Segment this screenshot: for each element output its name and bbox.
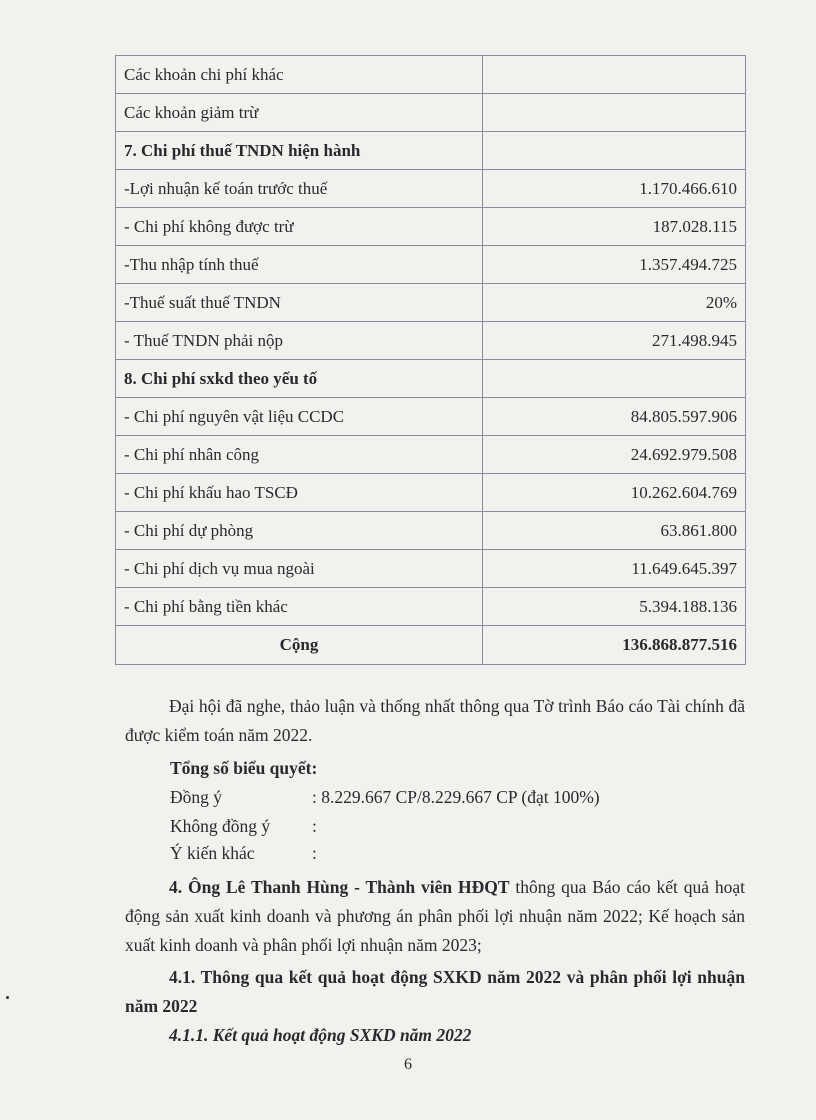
table-row — [116, 170, 746, 208]
approval-paragraph: Đại hội đã nghe, thảo luận và thống nhất thông qua Tờ trình Báo cáo Tài chính đã được kiểm toán năm 2022. — [125, 696, 745, 745]
row-label: Các khoản chi phí khác — [116, 56, 483, 94]
table-row — [116, 284, 746, 322]
row-label: -Lợi nhuận kế toán trước thuế — [116, 170, 483, 208]
row-label: - Chi phí khấu hao TSCĐ — [116, 474, 483, 512]
row-value: 10.262.604.769 — [483, 474, 746, 512]
item-4-text: thông qua Báo cáo kết quả hoạt động sản xuất kinh doanh và phương án phân phối lợi nhuận năm 2022; Kế hoạch sản xuất kinh doanh và phân phối lợi nhuận năm 2023; — [125, 877, 745, 955]
total-label: Cộng — [116, 626, 483, 665]
row-value: 20% — [483, 284, 746, 322]
table-row — [116, 398, 746, 436]
row-label: -Thu nhập tính thuế — [116, 246, 483, 284]
table-row — [116, 474, 746, 512]
row-value: 11.649.645.397 — [483, 550, 746, 588]
row-value: 1.357.494.725 — [483, 246, 746, 284]
row-label: - Chi phí dịch vụ mua ngoài — [116, 550, 483, 588]
table-row — [116, 512, 746, 550]
financial-table — [115, 55, 746, 665]
row-value: 187.028.115 — [483, 208, 746, 246]
row-label: 7. Chi phí thuế TNDN hiện hành — [116, 132, 483, 170]
vote-value: : — [312, 816, 317, 836]
row-value — [483, 56, 746, 94]
vote-label: Ý kiến khác — [170, 843, 255, 863]
row-label: - Chi phí dự phòng — [116, 512, 483, 550]
row-label: - Thuế TNDN phải nộp — [116, 322, 483, 360]
row-value — [483, 94, 746, 132]
item-4-1-heading: 4.1. Thông qua kết quả hoạt động SXKD năm 2022 và phân phối lợi nhuận năm 2022 — [125, 967, 745, 1016]
item-4-1-1-heading: 4.1.1. Kết quả hoạt động SXKD năm 2022 — [169, 1025, 472, 1045]
row-label: Các khoản giảm trừ — [116, 94, 483, 132]
table-total-row — [116, 626, 746, 665]
vote-value: : 8.229.667 CP/8.229.667 CP (đạt 100%) — [312, 787, 600, 807]
row-label: - Chi phí nhân công — [116, 436, 483, 474]
table-section-row — [116, 132, 746, 170]
row-value: 5.394.188.136 — [483, 588, 746, 626]
row-label: -Thuế suất thuế TNDN — [116, 284, 483, 322]
row-value: 1.170.466.610 — [483, 170, 746, 208]
vote-row-disagree — [170, 816, 317, 837]
row-value: 271.498.945 — [483, 322, 746, 360]
scan-speck — [6, 996, 9, 999]
row-value: 63.861.800 — [483, 512, 746, 550]
row-value — [483, 360, 746, 398]
vote-row-agree — [170, 787, 600, 808]
table-row — [116, 56, 746, 94]
vote-row-other — [170, 843, 317, 864]
row-label: - Chi phí bằng tiền khác — [116, 588, 483, 626]
row-label: - Chi phí nguyên vật liệu CCDC — [116, 398, 483, 436]
item-4-paragraph — [125, 873, 745, 960]
row-value: 24.692.979.508 — [483, 436, 746, 474]
table-row — [116, 94, 746, 132]
item-4-heading: 4. Ông Lê Thanh Hùng - Thành viên HĐQT — [169, 877, 510, 897]
row-value: 84.805.597.906 — [483, 398, 746, 436]
row-label: 8. Chi phí sxkd theo yếu tố — [116, 360, 483, 398]
financial-table-body — [116, 56, 746, 626]
table-row — [116, 550, 746, 588]
page-number: 6 — [404, 1056, 412, 1073]
row-value — [483, 132, 746, 170]
row-label: - Chi phí không được trừ — [116, 208, 483, 246]
table-row — [116, 436, 746, 474]
table-row — [116, 322, 746, 360]
vote-value: : — [312, 843, 317, 863]
vote-label: Không đồng ý — [170, 816, 271, 836]
table-row — [116, 588, 746, 626]
table-section-row — [116, 360, 746, 398]
vote-title: Tổng số biểu quyết: — [170, 758, 318, 778]
table-row — [116, 246, 746, 284]
vote-label: Đồng ý — [170, 787, 223, 807]
total-value: 136.868.877.516 — [483, 626, 746, 665]
table-row — [116, 208, 746, 246]
